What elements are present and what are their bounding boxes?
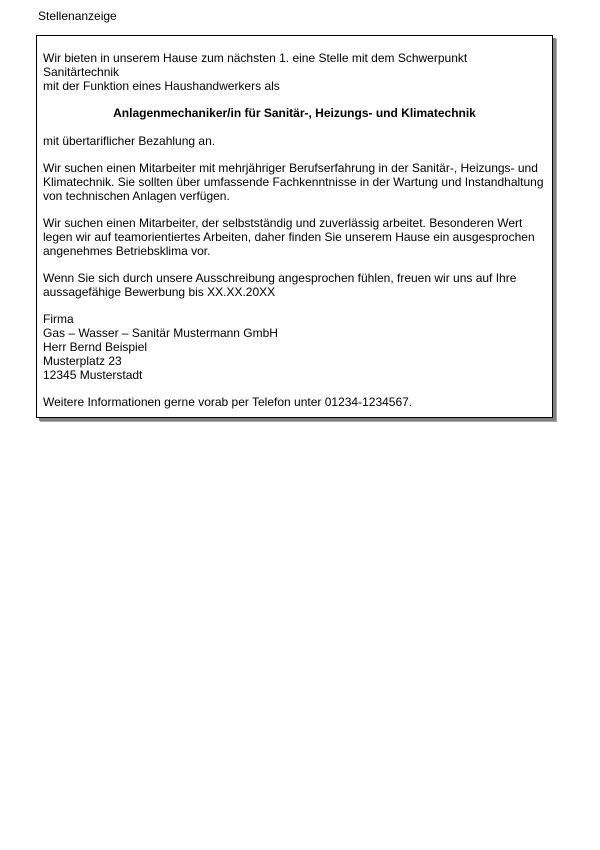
- intro-paragraph: [43, 51, 546, 93]
- contact-city: 12345 Musterstadt: [43, 368, 143, 382]
- intro-line: mit der Funktion eines Haushandwerkers als: [43, 79, 280, 93]
- pay-paragraph: mit übertariflicher Bezahlung an.: [43, 134, 216, 148]
- job-ad-box: [36, 35, 553, 418]
- contact-label: Firma: [43, 312, 74, 326]
- document-heading: Stellenanzeige: [38, 9, 117, 23]
- requirements-line: von technischen Anlagen verfügen.: [43, 189, 230, 203]
- application-line: Wenn Sie sich durch unsere Ausschreibung angesprochen fühlen, freuen wir uns auf Ihre: [43, 271, 517, 285]
- info-line: Weitere Informationen gerne vorab per Telefon unter 01234-1234567.: [43, 395, 413, 409]
- contact-company: Gas – Wasser – Sanitär Mustermann GmbH: [43, 326, 278, 340]
- qualities-paragraph: [43, 216, 546, 258]
- qualities-line: angenehmes Betriebsklima vor.: [43, 244, 211, 258]
- requirements-paragraph: [43, 161, 546, 203]
- requirements-line: Wir suchen einen Mitarbeiter mit mehrjähriger Berufserfahrung in der Sanitär-, Heizungs- und: [43, 161, 538, 175]
- application-line: aussagefähige Bewerbung bis XX.XX.20XX: [43, 285, 276, 299]
- contact-block: [43, 312, 546, 382]
- intro-line: Wir bieten in unserem Hause zum nächsten 1. eine Stelle mit dem Schwerpunkt Sanitärtechnik: [43, 51, 468, 79]
- requirements-line: Klimatechnik. Sie sollten über umfassende Fachkenntnisse in der Wartung und Instandhaltung: [43, 175, 544, 189]
- application-paragraph: [43, 271, 546, 299]
- contact-person: Herr Bernd Beispiel: [43, 340, 148, 354]
- qualities-line: Wir suchen einen Mitarbeiter, der selbstständig und zuverlässig arbeitet. Besonderen Wert: [43, 216, 523, 230]
- qualities-line: legen wir auf teamorientiertes Arbeiten, daher finden Sie unserem Hause ein ausgesprochen: [43, 230, 535, 244]
- contact-street: Musterplatz 23: [43, 354, 122, 368]
- job-title: Anlagenmechaniker/in für Sanitär-, Heizungs- und Klimatechnik: [113, 106, 476, 120]
